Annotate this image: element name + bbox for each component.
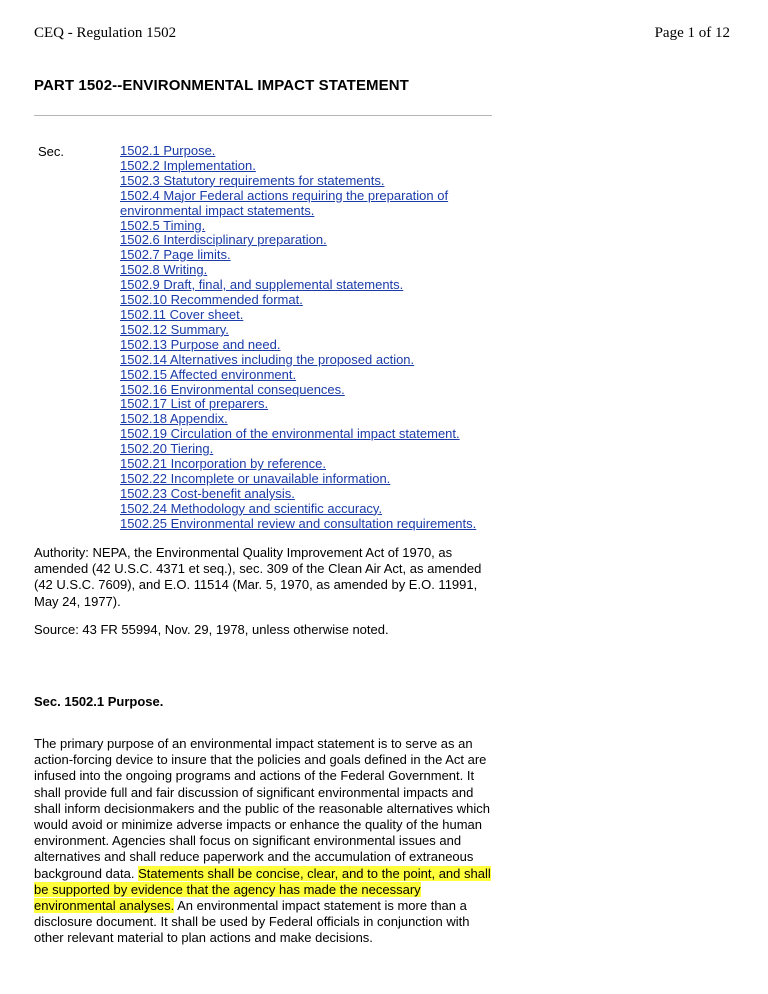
- toc-link[interactable]: 1502.18 Appendix.: [120, 411, 228, 427]
- toc-link[interactable]: 1502.10 Recommended format.: [120, 292, 303, 308]
- toc-item: [120, 144, 500, 159]
- toc-item: [120, 248, 500, 263]
- toc-link[interactable]: 1502.2 Implementation.: [120, 157, 256, 173]
- toc-link[interactable]: 1502.17 List of preparers.: [120, 396, 269, 412]
- toc-item: [120, 338, 500, 353]
- toc-link[interactable]: 1502.16 Environmental consequences.: [120, 381, 345, 397]
- toc-item: [120, 174, 500, 189]
- purpose-paragraph: [34, 736, 496, 947]
- toc-item: [120, 219, 500, 234]
- toc-item: [120, 293, 500, 308]
- toc-item: [120, 457, 500, 472]
- toc-link[interactable]: 1502.5 Timing.: [120, 217, 206, 233]
- toc-link[interactable]: 1502.22 Incomplete or unavailable information.: [120, 470, 391, 486]
- toc-link[interactable]: 1502.1 Purpose.: [120, 143, 216, 158]
- source-paragraph: Source: 43 FR 55994, Nov. 29, 1978, unless otherwise noted.: [34, 622, 389, 637]
- toc-item: [120, 397, 500, 412]
- toc-item: [120, 233, 500, 248]
- toc-item: [120, 472, 500, 487]
- toc-link[interactable]: 1502.13 Purpose and need.: [120, 336, 281, 352]
- highlighted-text: Statements shall be concise, clear, and to the point, and shall be supported by evidence that the agency has made the necessary environmental analyses.: [34, 865, 491, 914]
- toc-link[interactable]: 1502.25 Environmental review and consultation requirements.: [120, 515, 477, 531]
- toc-item: [120, 204, 500, 219]
- toc-link[interactable]: 1502.11 Cover sheet.: [120, 306, 244, 322]
- body-text-part1: The primary purpose of an environmental impact statement is to serve as an action-forcing device to insure that the policies and goals defined in the Act are infused into the ongoing programs and actions of the Federal Government. It shall provide full and fair discussion of significant environmental impacts and shall inform decisionmakers and the public of the reasonable alternatives which would avoid or minimize adverse impacts or enhance the quality of the human environment. Agencies shall focus on significant environmental issues and alternatives and shall reduce paperwork and the accumulation of extraneous background data.: [34, 736, 490, 881]
- toc-link[interactable]: 1502.4 Major Federal actions requiring the preparation of: [120, 187, 449, 203]
- toc-item: [120, 323, 500, 338]
- toc-item: [120, 353, 500, 368]
- toc-link[interactable]: 1502.19 Circulation of the environmental impact statement.: [120, 426, 460, 442]
- authority-paragraph: Authority: NEPA, the Environmental Quality Improvement Act of 1970, as amended (42 U.S.C. 4371 et seq.), sec. 309 of the Clean Air Act, as amended (42 U.S.C. 7609), and E.O. 11514 (Mar. 5, 1970, as amended by E.O. 11991, May 24, 1977).: [34, 545, 482, 609]
- horizontal-divider: [34, 115, 492, 116]
- toc-item: [120, 442, 500, 457]
- toc-link[interactable]: 1502.23 Cost-benefit analysis.: [120, 485, 295, 501]
- sec-label: Sec.: [38, 144, 65, 159]
- toc-link[interactable]: 1502.14 Alternatives including the proposed action.: [120, 351, 415, 367]
- page-number: Page 1 of 12: [654, 25, 730, 41]
- toc-link[interactable]: 1502.8 Writing.: [120, 262, 208, 278]
- toc-link[interactable]: 1502.24 Methodology and scientific accuracy.: [120, 500, 383, 516]
- section-heading: Sec. 1502.1 Purpose.: [34, 694, 164, 709]
- toc-link[interactable]: environmental impact statements.: [120, 202, 315, 218]
- body-text-part2: An environmental impact statement is more than a disclosure document. It shall be used by Federal officials in conjunction with other relevant material to plan actions and make decisions.: [34, 898, 470, 946]
- toc-item: [120, 412, 500, 427]
- document-title: PART 1502--ENVIRONMENTAL IMPACT STATEMENT: [34, 77, 409, 94]
- toc-link[interactable]: 1502.9 Draft, final, and supplemental statements.: [120, 277, 404, 293]
- toc-item: [120, 487, 500, 502]
- toc-item: [120, 383, 500, 398]
- toc-item: [120, 427, 500, 442]
- toc-item: [120, 278, 500, 293]
- toc-link[interactable]: 1502.20 Tiering.: [120, 441, 214, 457]
- page-header-title: CEQ - Regulation 1502: [34, 25, 177, 41]
- toc-item: [120, 189, 500, 204]
- toc-item: [120, 159, 500, 174]
- toc-link[interactable]: 1502.12 Summary.: [120, 321, 229, 337]
- toc-link[interactable]: 1502.3 Statutory requirements for statements.: [120, 172, 385, 188]
- toc-link[interactable]: 1502.7 Page limits.: [120, 247, 231, 263]
- toc-link[interactable]: 1502.6 Interdisciplinary preparation.: [120, 232, 327, 248]
- toc-item: [120, 308, 500, 323]
- table-of-contents: [120, 144, 500, 532]
- toc-item: [120, 263, 500, 278]
- toc-link[interactable]: 1502.15 Affected environment.: [120, 366, 297, 382]
- toc-item: [120, 502, 500, 517]
- toc-link[interactable]: 1502.21 Incorporation by reference.: [120, 456, 326, 472]
- toc-item: [120, 368, 500, 383]
- toc-item: [120, 517, 500, 532]
